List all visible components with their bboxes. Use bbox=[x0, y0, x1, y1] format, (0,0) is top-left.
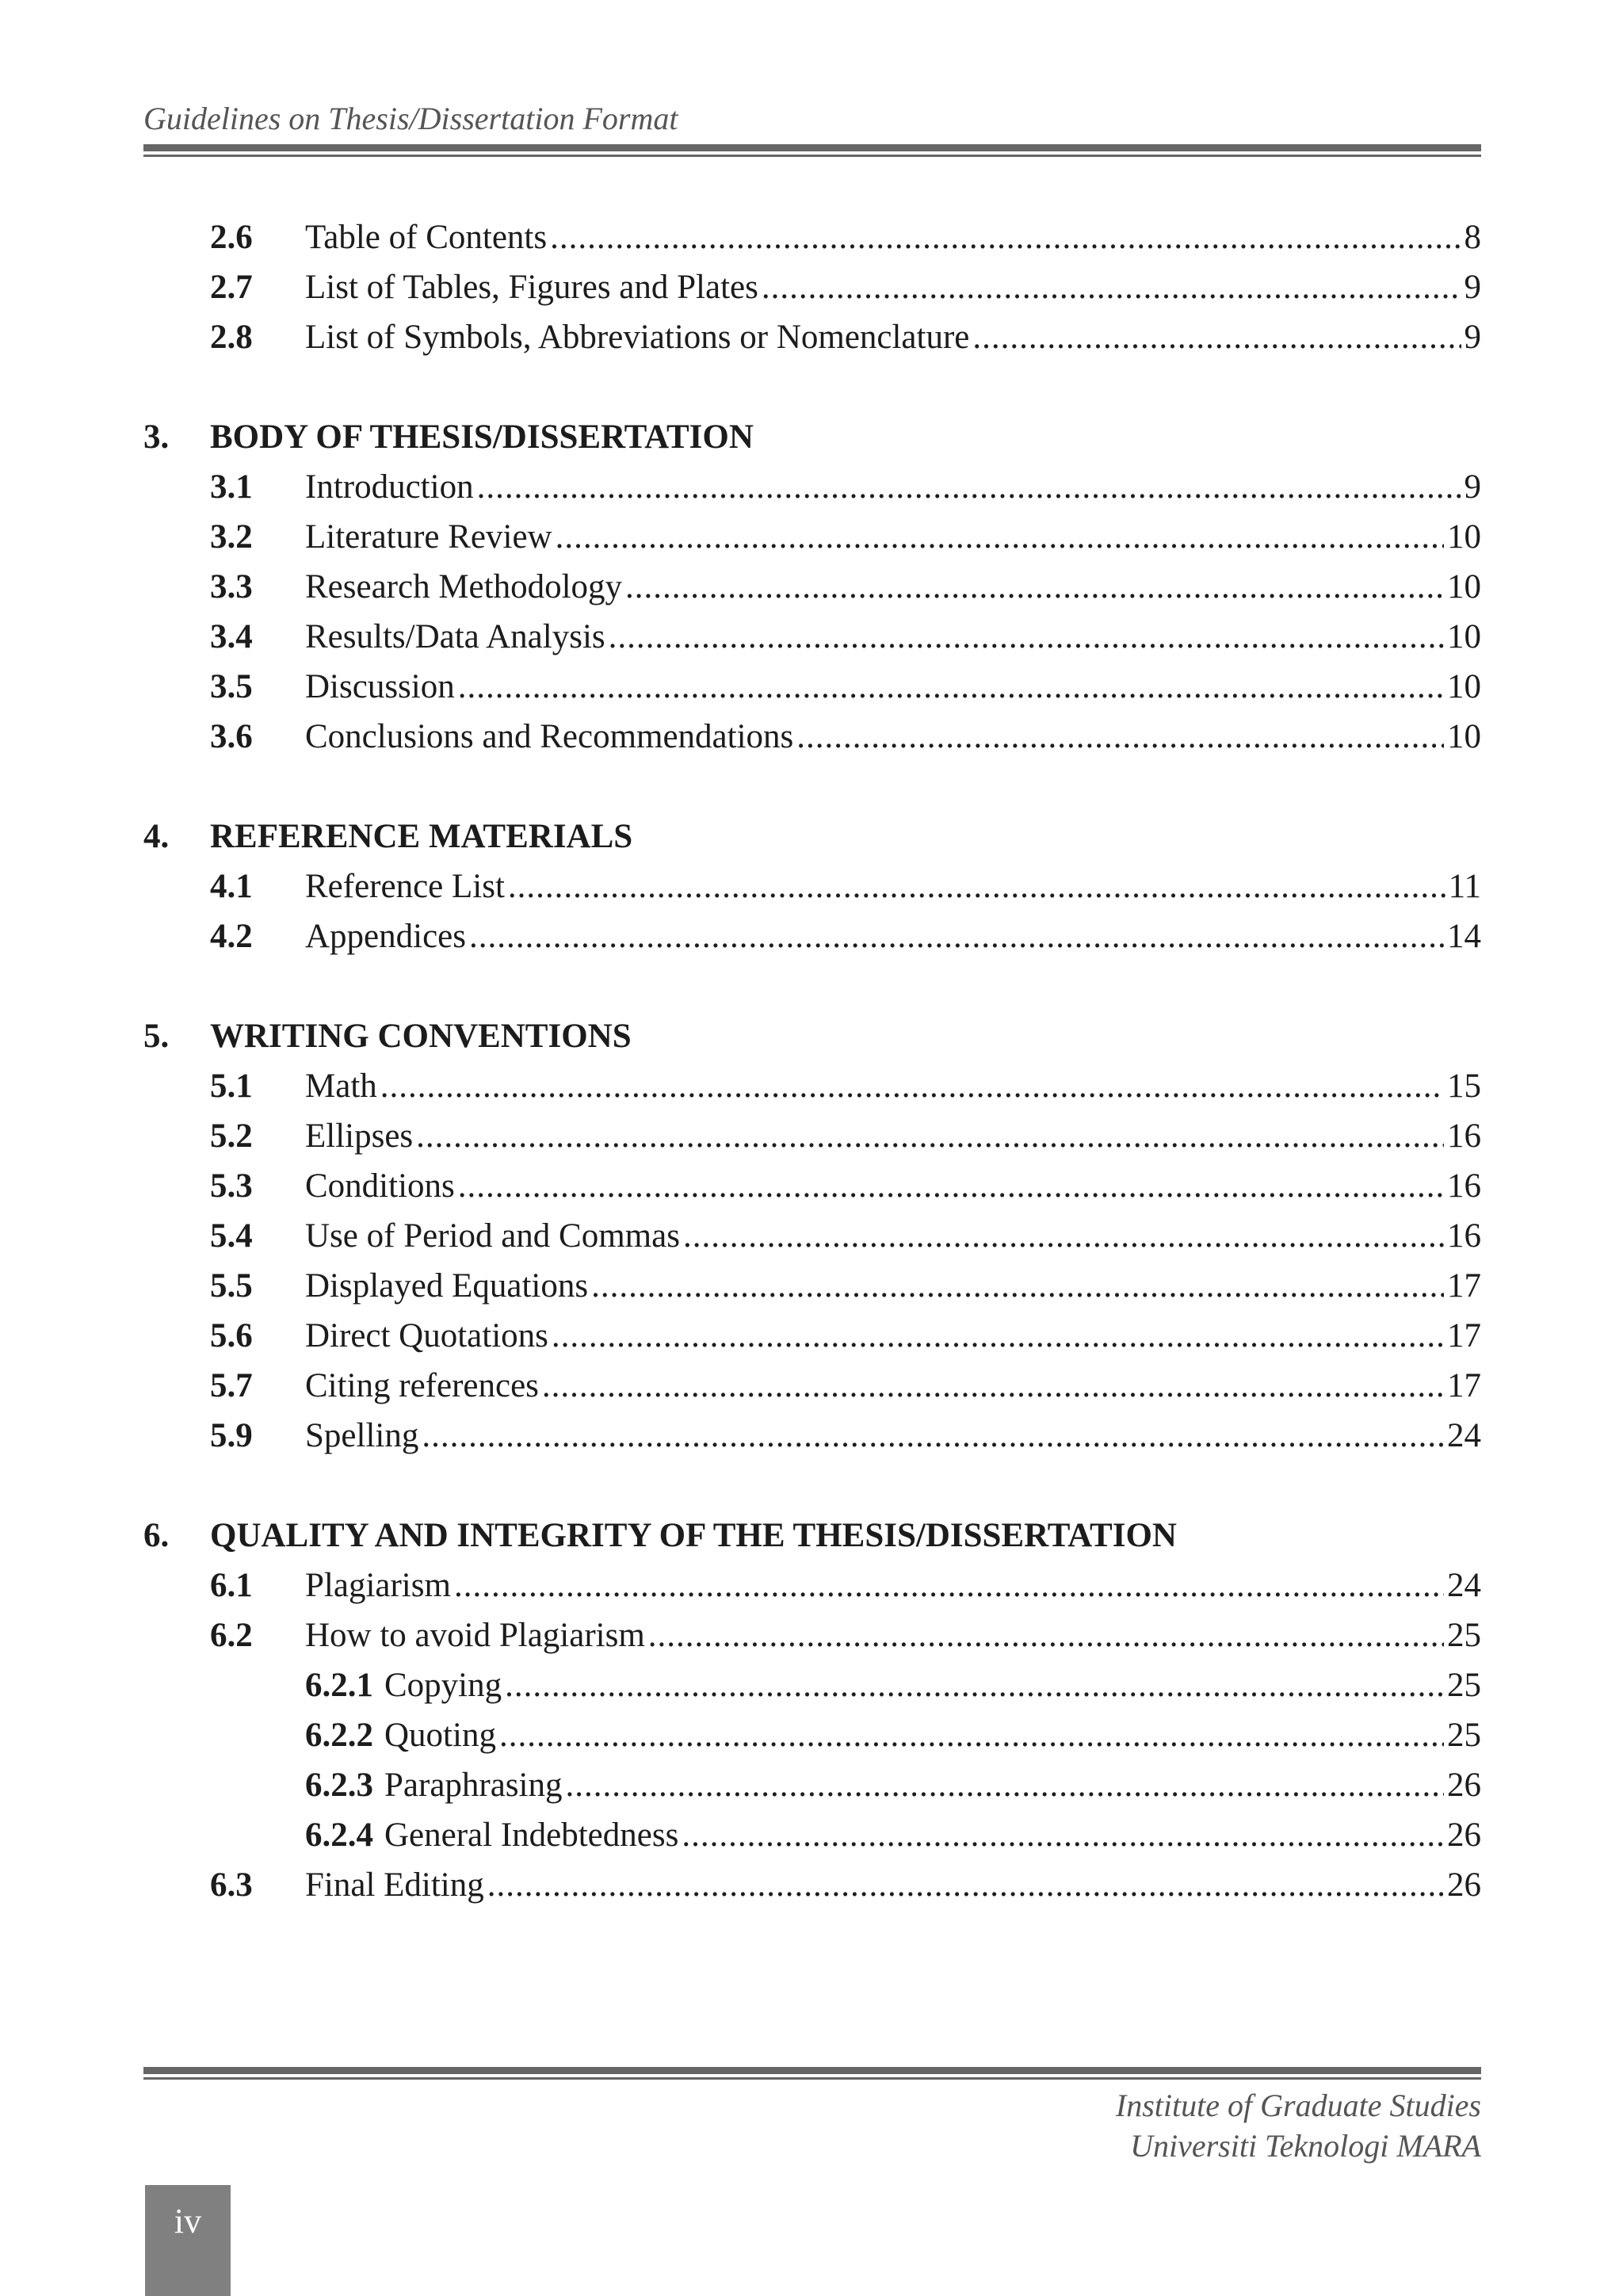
toc-page-number: 11 bbox=[1448, 868, 1481, 905]
toc-subentry-title: Paraphrasing bbox=[384, 1767, 563, 1804]
toc-entry-line bbox=[305, 1211, 1481, 1261]
toc-entry-title bbox=[305, 1710, 496, 1760]
toc-section-heading bbox=[143, 1511, 1481, 1561]
toc-entry-title: Displayed Equations bbox=[305, 1267, 589, 1305]
toc-entry-line bbox=[305, 1610, 1481, 1660]
dot-leader bbox=[682, 1810, 1444, 1860]
toc-entry-number: 5.2 bbox=[210, 1117, 253, 1155]
toc-subentry bbox=[143, 1810, 1481, 1860]
toc-entry-number: 6.3 bbox=[210, 1866, 253, 1904]
dot-leader bbox=[499, 1710, 1444, 1760]
toc-entry-number: 4.2 bbox=[210, 918, 253, 955]
toc-entry-number: 3.3 bbox=[210, 568, 253, 606]
toc-page-number: 16 bbox=[1447, 1167, 1481, 1205]
toc-page-number: 26 bbox=[1447, 1767, 1481, 1804]
toc-entry bbox=[143, 212, 1481, 262]
toc-page-number: 15 bbox=[1447, 1068, 1481, 1105]
toc-entry-title: Use of Period and Commas bbox=[305, 1217, 680, 1255]
toc-entry-line bbox=[305, 712, 1481, 762]
dot-leader bbox=[458, 662, 1444, 712]
dot-leader bbox=[591, 1261, 1444, 1311]
toc-section-title: WRITING CONVENTIONS bbox=[210, 1018, 632, 1055]
toc-entry-title: Reference List bbox=[305, 868, 505, 905]
dot-leader bbox=[477, 462, 1461, 512]
toc-page-number: 8 bbox=[1464, 219, 1481, 256]
footer-rule-thin bbox=[143, 2077, 1481, 2080]
toc-page-number: 24 bbox=[1447, 1417, 1481, 1454]
header-title: Guidelines on Thesis/Dissertation Format bbox=[143, 101, 678, 136]
toc-entry-number: 3.2 bbox=[210, 518, 253, 556]
toc-page-number: 10 bbox=[1447, 718, 1481, 755]
dot-leader bbox=[458, 1161, 1444, 1211]
toc-entry bbox=[143, 662, 1481, 712]
toc-entry bbox=[143, 861, 1481, 911]
toc-entry bbox=[143, 911, 1481, 961]
dot-leader bbox=[380, 1061, 1444, 1111]
toc-entry-number: 2.8 bbox=[210, 319, 253, 356]
toc-entry-title bbox=[305, 1660, 502, 1710]
toc-entry-title bbox=[305, 1760, 563, 1810]
toc-subentry-title: Quoting bbox=[384, 1717, 496, 1754]
toc-page-number: 25 bbox=[1447, 1667, 1481, 1704]
toc-entry-number: 5.7 bbox=[210, 1367, 253, 1404]
toc-entry-title: Spelling bbox=[305, 1417, 419, 1454]
toc-subentry-number: 6.2.4 bbox=[305, 1817, 373, 1854]
toc-section-title: QUALITY AND INTEGRITY OF THE THESIS/DISSERTATION bbox=[210, 1517, 1177, 1554]
toc-entry-title: Citing references bbox=[305, 1367, 539, 1404]
toc-entry-number: 4.1 bbox=[210, 868, 253, 905]
page-number: iv bbox=[174, 2202, 202, 2241]
toc-entry-number: 3.1 bbox=[210, 468, 253, 506]
toc-entry-line bbox=[305, 1361, 1481, 1411]
dot-leader bbox=[416, 1111, 1444, 1161]
toc-entry bbox=[143, 1610, 1481, 1660]
toc-page-number: 24 bbox=[1447, 1567, 1481, 1604]
dot-leader bbox=[625, 562, 1444, 612]
toc-entry bbox=[143, 1261, 1481, 1311]
dot-leader bbox=[487, 1860, 1444, 1910]
toc-section-number: 5. bbox=[143, 1018, 170, 1055]
toc-section-heading bbox=[143, 812, 1481, 861]
toc-entry-number: 6.1 bbox=[210, 1567, 253, 1604]
toc-entry-title: Results/Data Analysis bbox=[305, 618, 605, 655]
toc-entry bbox=[143, 262, 1481, 312]
toc-page-number: 17 bbox=[1447, 1317, 1481, 1354]
toc-page-number: 14 bbox=[1447, 918, 1481, 955]
dot-leader bbox=[550, 212, 1461, 262]
toc-entry-title: Introduction bbox=[305, 468, 474, 506]
toc-entry-title: Conclusions and Recommendations bbox=[305, 718, 794, 755]
toc-entry-line bbox=[305, 1111, 1481, 1161]
toc-subentry bbox=[143, 1760, 1481, 1810]
toc-page-number: 10 bbox=[1447, 668, 1481, 705]
toc-entry-line bbox=[305, 612, 1481, 662]
dot-leader bbox=[454, 1561, 1444, 1610]
toc-subentry-title: Copying bbox=[384, 1667, 502, 1704]
dot-leader bbox=[648, 1610, 1444, 1660]
toc-entry-number: 5.9 bbox=[210, 1417, 253, 1454]
footer-rule-thick bbox=[143, 2067, 1481, 2074]
toc-entry-line bbox=[305, 1311, 1481, 1361]
toc-subentry-number: 6.2.3 bbox=[305, 1767, 373, 1804]
dot-leader bbox=[762, 262, 1461, 312]
toc-entry-title: Research Methodology bbox=[305, 568, 623, 606]
toc-entry-number: 6.2 bbox=[210, 1617, 253, 1654]
toc-page-number: 10 bbox=[1447, 618, 1481, 655]
toc-page-number: 25 bbox=[1447, 1617, 1481, 1654]
toc-page-number: 17 bbox=[1447, 1267, 1481, 1305]
toc-entry-title: Appendices bbox=[305, 918, 466, 955]
dot-leader bbox=[552, 1311, 1444, 1361]
toc-entry-line bbox=[305, 1161, 1481, 1211]
toc-page-number: 9 bbox=[1464, 269, 1481, 306]
toc-entry-number: 5.1 bbox=[210, 1068, 253, 1105]
toc-subentry-title: General Indebtedness bbox=[384, 1817, 679, 1854]
toc-entry-number: 5.6 bbox=[210, 1317, 253, 1354]
toc-section-number: 3. bbox=[143, 418, 170, 456]
toc-entry bbox=[143, 1161, 1481, 1211]
footer-university: Universiti Teknologi MARA bbox=[1130, 2128, 1481, 2164]
toc-entry-number: 2.6 bbox=[210, 219, 253, 256]
toc-entry-number: 3.4 bbox=[210, 618, 253, 655]
toc-entry-number: 5.5 bbox=[210, 1267, 253, 1305]
toc-entry-title: Discussion bbox=[305, 668, 455, 705]
toc-page-number: 10 bbox=[1447, 518, 1481, 556]
toc-entry-line bbox=[305, 1561, 1481, 1610]
toc-subentry-number: 6.2.2 bbox=[305, 1717, 373, 1754]
dot-leader bbox=[556, 512, 1444, 562]
toc-section-number: 6. bbox=[143, 1517, 170, 1554]
toc-entry-title: Math bbox=[305, 1068, 377, 1105]
toc-entry-line bbox=[305, 1810, 1481, 1860]
toc-entry-number: 3.5 bbox=[210, 668, 253, 705]
toc-entry-line bbox=[305, 1411, 1481, 1461]
toc-entry-title: Direct Quotations bbox=[305, 1317, 548, 1354]
toc-entry-line bbox=[305, 462, 1481, 512]
toc-entry-title: How to avoid Plagiarism bbox=[305, 1617, 645, 1654]
toc-page-number: 16 bbox=[1447, 1217, 1481, 1255]
toc-entry bbox=[143, 512, 1481, 562]
toc-entry bbox=[143, 1311, 1481, 1361]
toc-section-number: 4. bbox=[143, 818, 170, 855]
toc-entry bbox=[143, 1860, 1481, 1910]
toc-entry bbox=[143, 1411, 1481, 1461]
toc-entry-line bbox=[305, 562, 1481, 612]
toc-entry-title: List of Tables, Figures and Plates bbox=[305, 269, 758, 306]
toc-entry-number: 3.6 bbox=[210, 718, 253, 755]
dot-leader bbox=[683, 1211, 1444, 1261]
toc-entry bbox=[143, 712, 1481, 762]
toc-entry-line bbox=[305, 512, 1481, 562]
toc-page-number: 17 bbox=[1447, 1367, 1481, 1404]
toc-entry-number: 2.7 bbox=[210, 269, 253, 306]
dot-leader bbox=[508, 861, 1445, 911]
dot-leader bbox=[609, 612, 1444, 662]
toc-entry-line bbox=[305, 911, 1481, 961]
toc-subentry bbox=[143, 1710, 1481, 1760]
toc-subentry bbox=[143, 1660, 1481, 1710]
toc-section-heading bbox=[143, 412, 1481, 462]
toc-page-number: 26 bbox=[1447, 1866, 1481, 1904]
toc-entry bbox=[143, 312, 1481, 362]
toc-entry bbox=[143, 1061, 1481, 1111]
toc-entry bbox=[143, 612, 1481, 662]
footer-institute: Institute of Graduate Studies bbox=[1115, 2088, 1481, 2123]
toc-entry-line bbox=[305, 1061, 1481, 1111]
toc-entry-title: Plagiarism bbox=[305, 1567, 451, 1604]
toc-section-heading bbox=[143, 1011, 1481, 1061]
table-of-contents bbox=[143, 212, 1481, 1910]
dot-leader bbox=[566, 1760, 1445, 1810]
toc-page-number: 16 bbox=[1447, 1117, 1481, 1155]
toc-entry-title: List of Symbols, Abbreviations or Nomenclature bbox=[305, 319, 970, 356]
toc-entry-line bbox=[305, 1660, 1481, 1710]
toc-entry-number: 5.3 bbox=[210, 1167, 253, 1205]
header-rule-thin bbox=[143, 155, 1481, 157]
toc-entry-line bbox=[305, 1710, 1481, 1760]
toc-page-number: 25 bbox=[1447, 1717, 1481, 1754]
dot-leader bbox=[469, 911, 1444, 961]
toc-entry bbox=[143, 462, 1481, 512]
toc-entry-line bbox=[305, 312, 1481, 362]
toc-page-number: 9 bbox=[1464, 319, 1481, 356]
toc-page-number: 26 bbox=[1447, 1817, 1481, 1854]
header-rule-thick bbox=[143, 144, 1481, 151]
toc-subentry-number: 6.2.1 bbox=[305, 1667, 373, 1704]
toc-entry-line bbox=[305, 1860, 1481, 1910]
toc-entry-title bbox=[305, 1810, 678, 1860]
toc-entry-title: Table of Contents bbox=[305, 219, 548, 256]
toc-entry-number: 5.4 bbox=[210, 1217, 253, 1255]
dot-leader bbox=[422, 1411, 1444, 1461]
toc-entry-title: Conditions bbox=[305, 1167, 455, 1205]
toc-page-number: 9 bbox=[1464, 468, 1481, 506]
toc-section-title: BODY OF THESIS/DISSERTATION bbox=[210, 418, 754, 456]
dot-leader bbox=[505, 1660, 1444, 1710]
page-number-tab bbox=[145, 2185, 231, 2296]
dot-leader bbox=[796, 712, 1444, 762]
toc-entry bbox=[143, 1111, 1481, 1161]
toc-entry-line bbox=[305, 662, 1481, 712]
toc-entry bbox=[143, 1561, 1481, 1610]
toc-entry bbox=[143, 1361, 1481, 1411]
toc-entry-title: Ellipses bbox=[305, 1117, 414, 1155]
toc-entry bbox=[143, 562, 1481, 612]
toc-entry-line bbox=[305, 1760, 1481, 1810]
toc-entry bbox=[143, 1211, 1481, 1261]
dot-leader bbox=[972, 312, 1461, 362]
toc-entry-title: Literature Review bbox=[305, 518, 552, 556]
toc-entry-line bbox=[305, 212, 1481, 262]
toc-section-title: REFERENCE MATERIALS bbox=[210, 818, 633, 855]
toc-entry-title: Final Editing bbox=[305, 1866, 484, 1904]
toc-entry-line bbox=[305, 262, 1481, 312]
toc-page-number: 10 bbox=[1447, 568, 1481, 606]
dot-leader bbox=[542, 1361, 1444, 1411]
toc-entry-line bbox=[305, 861, 1481, 911]
toc-entry-line bbox=[305, 1261, 1481, 1311]
